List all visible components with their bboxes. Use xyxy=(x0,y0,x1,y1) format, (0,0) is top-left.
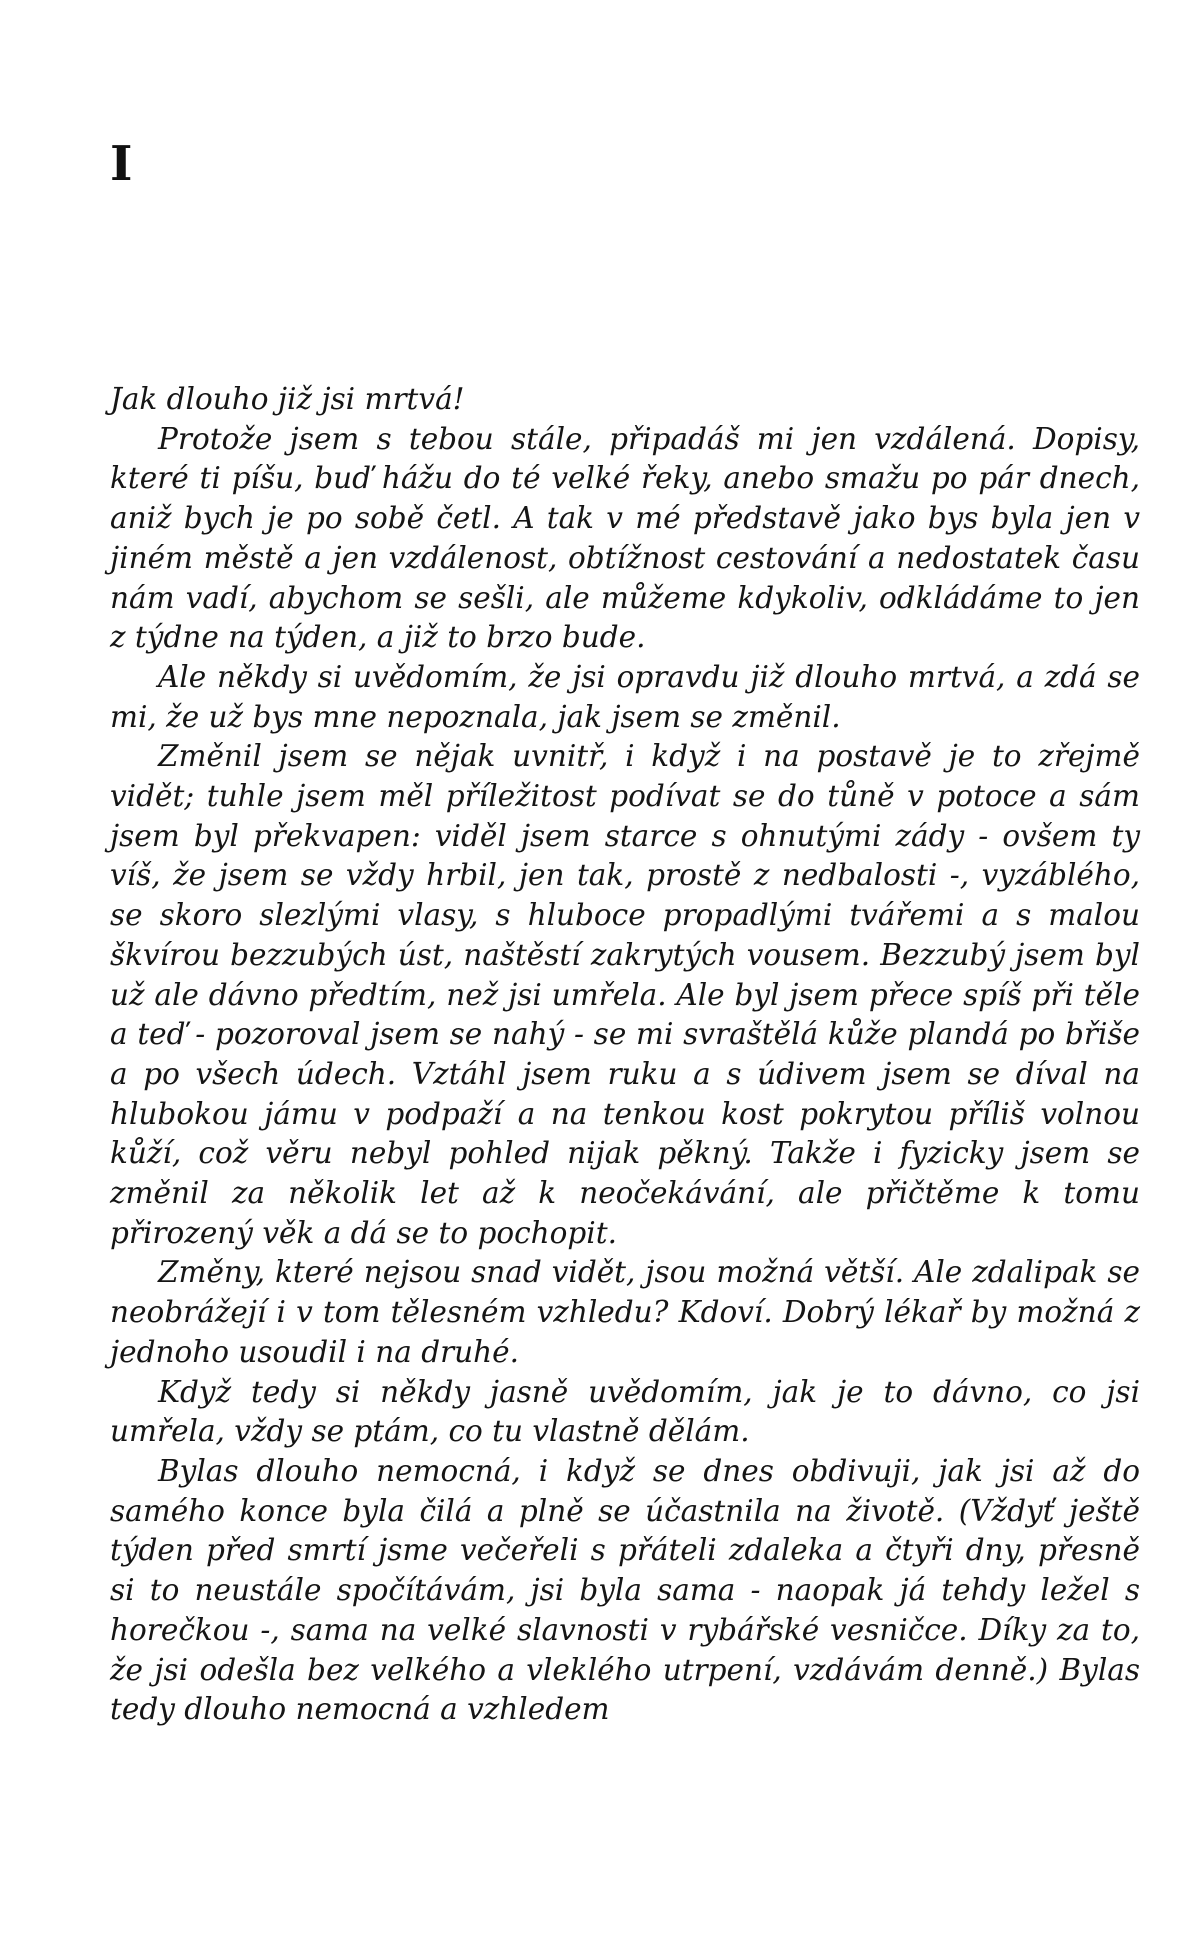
paragraph: Protože jsem s tebou stále, připadáš mi jen vzdálená. Dopisy, které ti píšu, buď hážu do té velké řeky, anebo smažu po pár dnech, aniž bych je po sobě četl. A tak v mé představě jako bys byla jen v jiném městě a jen vzdálenost, obtížnost cestování a nedostatek času nám vadí, abychom se sešli, ale můžeme kdykoliv, odkládáme to jen z týdne na týden, a již to brzo bude. xyxy=(110,421,1140,655)
paragraph: Změny, které nejsou snad vidět, jsou možná větší. Ale zdalipak se neobrážejí i v tom tělesném vzhledu? Kdoví. Dobrý lékař by možná z jednoho usoudil i na druhé. xyxy=(110,1255,1140,1369)
paragraph: Ale někdy si uvědomím, že jsi opravdu již dlouho mrtvá, a zdá se mi, že už bys mne nepoznala, jak jsem se změnil. xyxy=(110,659,1140,734)
paragraph: Jak dlouho již jsi mrtvá! xyxy=(110,382,465,416)
paragraph: Bylas dlouho nemocná, i když se dnes obdivuji, jak jsi až do samého konce byla čilá a plně se účastnila na životě. (Vždyť ještě týden před smrtí jsme večeřeli s přáteli zdaleka a čtyři dny, přesně si to neustále spočítávám, jsi byla sama - naopak já tehdy ležel s horečkou -, sama na velké slavnosti v rybářské vesničce. Díky za to, že jsi odešla bez velkého a vleklého utrpení, vzdávám denně.) Bylas tedy dlouho nemocná a vzhledem xyxy=(110,1453,1140,1727)
chapter-number: I xyxy=(110,136,133,192)
chapter-body xyxy=(110,380,1140,1730)
paragraph: Když tedy si někdy jasně uvědomím, jak je to dávno, co jsi umřela, vždy se ptám, co tu vlastně dělám. xyxy=(110,1374,1140,1449)
paragraph: Změnil jsem se nějak uvnitř, i když i na postavě je to zřejmě vidět; tuhle jsem měl příležitost podívat se do tůně v potoce a sám jsem byl překvapen: viděl jsem starce s ohnutými zády - ovšem ty víš, že jsem se vždy hrbil, jen tak, prostě z nedbalosti -, vyzáblého, se skoro slezlými vlasy, s hluboce propadlými tvářemi a s malou škvírou bezzubých úst, naštěstí zakrytých vousem. Bezzubý jsem byl už ale dávno předtím, než jsi umřela. Ale byl jsem přece spíš při těle a teď - pozoroval jsem se nahý - se mi svraštělá kůže plandá po břiše a po všech údech. Vztáhl jsem ruku a s údivem jsem se díval na hlubokou jámu v podpaží a na tenkou kost pokrytou příliš volnou kůží, což věru nebyl pohled nijak pěkný. Takže i fyzicky jsem se změnil za několik let až k neočekávání, ale přičtěme k tomu přirozený věk a dá se to pochopit. xyxy=(110,739,1140,1250)
